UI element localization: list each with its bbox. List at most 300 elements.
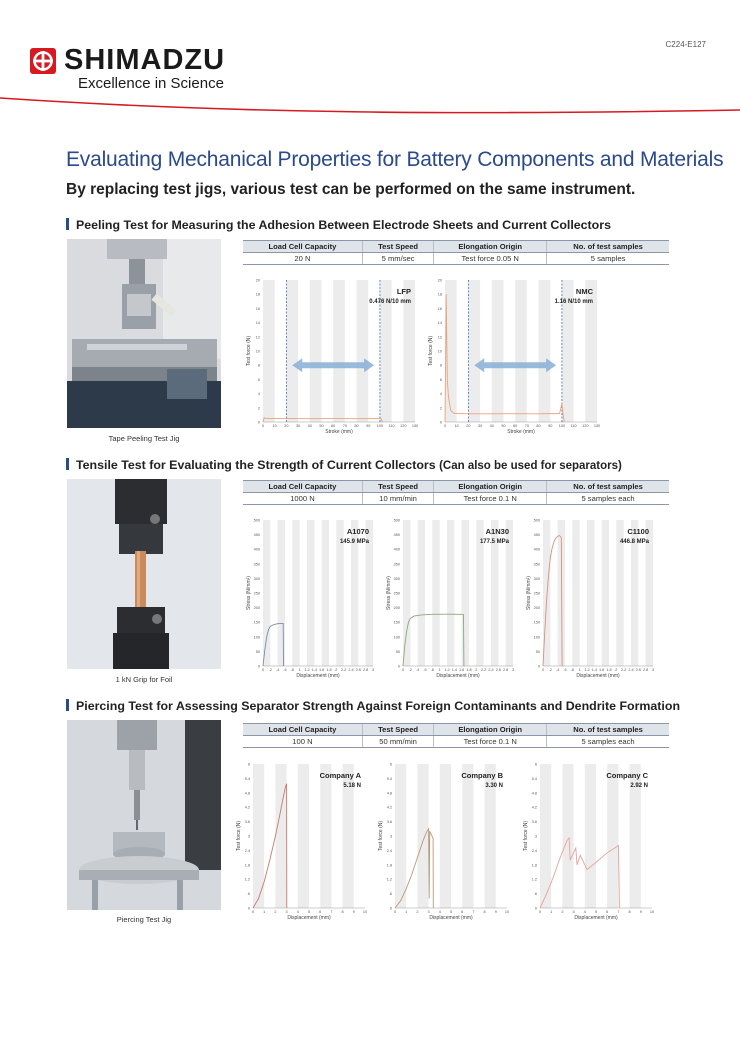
chart-svg [243,512,381,688]
y-tick-label: 4.2 [531,805,537,810]
y-tick-label: 0 [389,906,392,911]
y-tick-label: 2.4 [244,848,250,853]
y-tick-label: 10 [255,349,260,354]
x-tick-label: 20 [466,424,471,428]
spec-samples: 5 samples each [547,736,669,748]
y-tick-label: 250 [253,591,260,596]
photo-tape-peeling-jig [67,239,221,428]
brand-name: SHIMADZU [64,44,226,76]
x-tick-label: 8 [628,910,631,914]
y-tick-label: 400 [253,547,260,552]
x-tick-label: .4 [416,668,420,672]
y-tick-label: 250 [393,591,400,596]
y-tick-label: .6 [246,892,250,897]
grid-band [562,764,573,908]
x-tick-label: 1.2 [444,668,450,672]
y-tick-label: 450 [533,533,540,538]
y-tick-label: 8 [257,363,260,368]
spec-value-row [243,253,669,265]
x-tick-label: 130 [593,424,601,428]
x-tick-label: 4 [296,910,299,914]
x-tick-label: 70 [342,424,347,428]
spec-table-peeling [243,240,669,265]
x-tick-label: 1.6 [599,668,605,672]
y-tick-label: 8 [439,363,442,368]
y-tick-label: 1.2 [244,877,250,882]
grid-band [468,280,480,422]
y-tick-label: 0 [257,664,260,669]
y-tick-label: .6 [533,892,537,897]
grid-band [322,520,329,666]
y-tick-label: 300 [253,576,260,581]
series-value-label: 446.8 MPa [619,539,649,545]
x-tick-label: 10 [504,910,510,914]
y-tick-label: 4 [257,392,260,397]
y-tick-label: 50 [535,649,540,654]
x-tick-label: 90 [366,424,371,428]
x-tick-label: 10 [649,910,655,914]
brand-tagline: Excellence in Science [78,75,224,92]
x-tick-label: 2.4 [488,668,494,672]
x-tick-label: .2 [548,668,552,672]
x-axis-label: Displacement (mm) [436,673,480,679]
grid-band [447,520,454,666]
y-tick-label: 5.4 [244,776,250,781]
spec-value-row [243,493,669,505]
x-tick-label: 5 [594,910,598,914]
chart-tensile-c1100 [523,512,661,688]
y-tick-label: 400 [533,547,540,552]
spec-header-elongation-origin: Elongation Origin [434,724,547,736]
y-tick-label: 150 [393,620,400,625]
y-tick-label: 300 [393,576,400,581]
x-tick-label: .8 [570,668,574,672]
x-tick-label: 3 [371,668,375,672]
grid-band [278,520,285,666]
y-axis-label: Test force (N) [236,820,242,852]
x-tick-label: 0 [401,668,405,672]
y-tick-label: 100 [253,635,260,640]
y-tick-label: 500 [253,518,260,523]
spec-load-cell: 100 N [243,736,362,748]
grid-band [572,520,579,666]
x-tick-label: .2 [408,668,412,672]
photo-caption: 1 kN Grip for Foil [115,675,173,684]
y-tick-label: 4 [439,392,442,397]
y-tick-label: 20 [255,278,260,283]
series-label: A1070 [346,527,369,536]
x-tick-label: 100 [376,424,384,428]
y-tick-label: 200 [393,606,400,611]
y-tick-label: 3 [389,834,392,839]
spec-test-speed: 5 mm/sec [362,253,433,265]
chart-pierce-company-a [233,756,373,930]
chart-pierce-company-c [520,756,660,930]
grid-band [585,764,596,908]
spec-header-elongation-origin: Elongation Origin [434,481,547,493]
spec-elongation-origin: Test force 0.05 N [434,253,547,265]
spec-elongation-origin: Test force 0.1 N [434,493,547,505]
y-tick-label: 350 [393,562,400,567]
series-value-label: 5.18 N [343,783,361,789]
x-axis-label: Displacement (mm) [429,915,473,921]
brand-logo[interactable] [30,44,225,77]
x-tick-label: 2 [335,668,338,672]
y-tick-label: 50 [255,649,260,654]
section-heading-note: (Can also be used for separators) [439,460,622,472]
x-tick-label: 110 [570,424,577,428]
x-tick-label: 2.8 [503,668,509,672]
x-tick-label: 9 [352,910,355,914]
grid-band [418,520,425,666]
x-tick-label: 8 [483,910,486,914]
grid-band [333,280,345,422]
page-subtitle: By replacing test jigs, various test can be performed on the same instrument. [66,181,636,198]
chart-svg [425,272,605,444]
x-tick-label: 90 [548,424,553,428]
piercing-jig-illustration [67,720,221,910]
x-tick-label: 10 [362,910,368,914]
series-label: Company C [606,771,648,780]
x-tick-label: 1 [405,910,408,914]
x-tick-label: 80 [536,424,541,428]
spec-header-samples: No. of test samples [547,241,669,253]
y-tick-label: 1.8 [531,863,537,868]
foil-grip-illustration [67,479,221,669]
chart-svg [233,756,373,930]
grid-band [440,764,451,908]
y-tick-label: 16 [255,306,260,311]
y-tick-label: 100 [393,635,400,640]
y-tick-label: 1.2 [531,877,537,882]
grid-band [307,520,314,666]
series-label: A1N30 [485,527,509,536]
photo-caption: Tape Peeling Test Jig [108,434,180,443]
spec-header-test-speed: Test Speed [362,724,433,736]
grid-band [298,764,309,908]
x-tick-label: 2.2 [621,668,627,672]
section-heading-tensile [66,458,622,472]
spec-header-row [243,481,669,493]
x-tick-label: 1 [438,668,441,672]
x-tick-label: 2 [475,668,478,672]
spec-table-tensile [243,480,669,505]
section-marker [66,218,69,230]
spec-test-speed: 50 mm/min [362,736,433,748]
y-axis-label: Test force (N) [378,820,384,852]
spec-load-cell: 20 N [243,253,362,265]
y-tick-label: 150 [253,620,260,625]
x-tick-label: 120 [582,424,589,428]
x-tick-label: 1 [263,910,266,914]
y-axis-label: Stress (N/mm²) [246,576,252,610]
y-tick-label: 0 [439,420,442,425]
grid-band [587,520,594,666]
header-swoosh-line [0,96,740,116]
section-marker [66,458,69,470]
grid-band [310,280,322,422]
grid-band [263,280,275,422]
section-heading-text: Peeling Test for Measuring the Adhesion Between Electrode Sheets and Current Collectors [76,218,611,232]
y-tick-label: 6 [257,377,260,382]
x-tick-label: 5 [449,910,453,914]
chart-pierce-company-b [375,756,515,930]
grid-band [263,520,270,666]
y-tick-label: 2.4 [386,848,392,853]
y-axis-label: Stress (N/mm²) [526,576,532,610]
y-tick-label: 2 [439,406,442,411]
series-value-label: 145.9 MPa [339,539,369,545]
y-tick-label: 350 [533,562,540,567]
spec-samples: 5 samples each [547,493,669,505]
section-heading-piercing [66,699,680,713]
series-value-label: 1.16 N/10 mm [554,299,593,305]
spec-header-load-cell: Load Cell Capacity [243,241,362,253]
y-tick-label: 12 [255,335,260,340]
x-tick-label: 2.8 [363,668,369,672]
x-tick-label: 9 [639,910,642,914]
spec-header-elongation-origin: Elongation Origin [434,241,547,253]
chart-tensile-a1n30 [383,512,521,688]
x-tick-label: 0 [251,910,255,914]
y-tick-label: 150 [533,620,540,625]
y-tick-label: 1.2 [386,877,392,882]
page-title: Evaluating Mechanical Properties for Battery Components and Materials [66,148,724,171]
y-tick-label: 2.4 [531,848,537,853]
x-tick-label: 120 [400,424,407,428]
series-label: Company A [319,771,361,780]
y-tick-label: 6 [389,762,392,767]
y-axis-label: Stress (N/mm²) [386,576,392,610]
x-tick-label: 0 [261,424,265,428]
y-tick-label: 500 [393,518,400,523]
grid-band [417,764,428,908]
y-tick-label: 200 [533,606,540,611]
y-tick-label: 6 [439,377,442,382]
x-tick-label: 4 [438,910,441,914]
y-tick-label: 12 [437,335,442,340]
x-tick-label: 80 [354,424,359,428]
y-tick-label: 10 [437,349,442,354]
series-value-label: 177.5 MPa [479,539,509,545]
photo-caption: Piercing Test Jig [116,915,172,924]
y-axis-label: Test force (N) [428,335,434,367]
x-tick-label: 1.2 [304,668,310,672]
x-tick-label: 2 [416,910,419,914]
series-value-label: 3.30 N [485,783,503,789]
x-axis-label: Displacement (mm) [287,915,331,921]
x-tick-label: 50 [501,424,506,428]
y-tick-label: .6 [388,892,392,897]
section-heading-peeling [66,218,611,232]
grid-band [403,520,410,666]
y-tick-label: 400 [393,547,400,552]
x-tick-label: .6 [423,668,427,672]
grid-band [432,520,439,666]
x-tick-label: 30 [477,424,483,428]
x-tick-label: 6 [319,910,322,914]
spec-samples: 5 samples [547,253,669,265]
x-tick-label: 0 [538,910,542,914]
grid-band [602,520,609,666]
x-tick-label: 3 [427,910,430,914]
y-tick-label: 14 [255,321,260,326]
grid-band [292,520,299,666]
series-value-label: 2.92 N [630,783,648,789]
header [0,0,740,118]
grid-band [607,764,618,908]
y-tick-label: 450 [393,533,400,538]
chart-peel-nmc [425,272,605,444]
x-tick-label: 1.4 [311,668,317,672]
grid-band [395,764,406,908]
x-tick-label: 100 [558,424,566,428]
x-tick-label: 50 [319,424,324,428]
grid-band [320,764,331,908]
x-tick-label: 1.8 [466,668,472,672]
spec-header-samples: No. of test samples [547,724,669,736]
chart-svg [243,272,423,444]
x-tick-label: 2.6 [355,668,361,672]
x-axis-label: Displacement (mm) [296,673,340,679]
x-tick-label: 3 [285,910,288,914]
x-tick-label: 0 [393,910,397,914]
y-tick-label: 5.4 [531,776,537,781]
peeling-jig-illustration [67,239,221,428]
x-axis-label: Displacement (mm) [576,673,620,679]
y-tick-label: 14 [437,321,442,326]
y-axis-label: Test force (N) [246,335,252,367]
x-tick-label: 4 [583,910,586,914]
photo-piercing-jig [67,720,221,910]
y-tick-label: 0 [247,906,250,911]
grid-band [357,280,369,422]
x-tick-label: 1.8 [326,668,332,672]
y-tick-label: 4.2 [386,805,392,810]
x-tick-label: 6 [461,910,464,914]
x-tick-label: 1.4 [451,668,457,672]
y-tick-label: 3 [534,834,537,839]
x-tick-label: 5 [307,910,311,914]
y-tick-label: 18 [255,292,260,297]
y-tick-label: 16 [437,306,442,311]
x-tick-label: 2.6 [495,668,501,672]
spec-header-row [243,241,669,253]
x-tick-label: 6 [606,910,609,914]
series-value-label: 0.476 N/10 mm [369,299,411,305]
x-tick-label: .4 [276,668,280,672]
y-tick-label: 0 [534,906,537,911]
x-tick-label: 130 [411,424,419,428]
series-label: C1100 [627,527,649,536]
spec-header-load-cell: Load Cell Capacity [243,724,362,736]
x-tick-label: 30 [295,424,301,428]
chart-svg [383,512,521,688]
x-tick-label: 7 [330,910,333,914]
x-tick-label: 60 [513,424,518,428]
grid-band [275,764,286,908]
x-tick-label: 7 [617,910,620,914]
series-label: LFP [396,287,411,296]
x-tick-label: 1.6 [319,668,325,672]
y-tick-label: 450 [253,533,260,538]
y-tick-label: 6 [534,762,537,767]
x-tick-label: 1.4 [591,668,597,672]
section-marker [66,699,69,711]
x-tick-label: 8 [341,910,344,914]
grid-band [286,280,298,422]
y-tick-label: 50 [395,649,400,654]
x-tick-label: 70 [524,424,529,428]
x-tick-label: 9 [494,910,497,914]
x-tick-label: .6 [283,668,287,672]
y-tick-label: 2 [257,406,260,411]
y-tick-label: 5.4 [386,776,392,781]
x-tick-label: 1 [578,668,581,672]
spec-header-load-cell: Load Cell Capacity [243,481,362,493]
y-tick-label: 18 [437,292,442,297]
x-tick-label: .2 [268,668,272,672]
x-tick-label: 60 [331,424,336,428]
series-label: NMC [575,287,593,296]
x-tick-label: 20 [284,424,289,428]
x-axis-label: Displacement (mm) [574,915,618,921]
series-label: Company B [461,771,503,780]
spec-header-test-speed: Test Speed [362,481,433,493]
y-tick-label: 500 [533,518,540,523]
chart-svg [523,512,661,688]
x-tick-label: 2.4 [628,668,634,672]
y-tick-label: 4.8 [386,791,392,796]
y-tick-label: 0 [257,420,260,425]
spec-table-piercing [243,723,669,748]
grid-band [492,280,504,422]
shimadzu-logo-icon [30,48,56,74]
photo-foil-grip [67,479,221,669]
y-tick-label: 0 [537,664,540,669]
chart-svg [375,756,515,930]
y-axis-label: Test force (N) [523,820,529,852]
y-tick-label: 3.6 [244,820,250,825]
spec-header-row [243,724,669,736]
x-tick-label: 110 [388,424,395,428]
x-tick-label: 2 [615,668,618,672]
x-tick-label: 40 [489,424,494,428]
x-tick-label: 7 [472,910,475,914]
y-tick-label: 6 [247,762,250,767]
x-tick-label: 2 [274,910,277,914]
x-axis-label: Stroke (mm) [507,429,535,435]
x-tick-label: 3 [572,910,575,914]
x-tick-label: 1.6 [459,668,465,672]
y-tick-label: 300 [533,576,540,581]
x-tick-label: 40 [307,424,312,428]
x-tick-label: 3 [511,668,515,672]
x-tick-label: 0 [541,668,545,672]
grid-band [462,764,473,908]
grid-band [515,280,527,422]
section-heading-text: Tensile Test for Evaluating the Strength of Current Collectors [76,458,436,472]
x-tick-label: 2.2 [481,668,487,672]
grid-band [539,280,551,422]
x-tick-label: 10 [454,424,459,428]
y-tick-label: 4.8 [244,791,250,796]
y-tick-label: 3 [247,834,250,839]
x-tick-label: 1.8 [606,668,612,672]
x-tick-label: 1 [298,668,301,672]
x-tick-label: 10 [272,424,277,428]
x-tick-label: 1 [550,910,553,914]
